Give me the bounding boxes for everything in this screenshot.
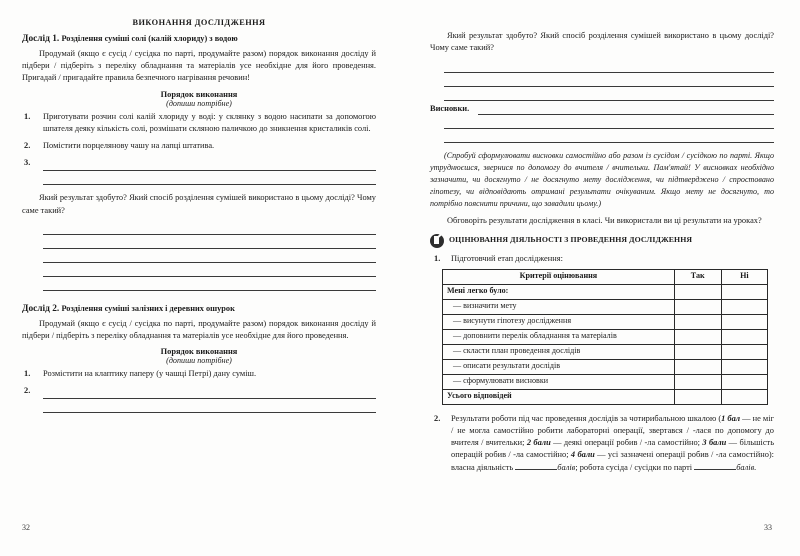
item2-mid-text: ; робота сусіда / сусідки по парті (575, 463, 695, 473)
partner-score-blank[interactable] (694, 461, 736, 470)
writing-line[interactable] (444, 129, 774, 143)
yes-checkbox-cell[interactable] (674, 329, 721, 344)
step-item (22, 368, 376, 380)
table-row (443, 329, 768, 344)
experiment-1-order-subheading: (допиши потрібне) (166, 98, 232, 108)
no-checkbox-cell[interactable] (721, 284, 767, 299)
writing-line[interactable] (43, 235, 376, 249)
experiment-2-label: Дослід 2. (22, 303, 60, 314)
criterion-cell: — висунути гіпотезу дослідження (443, 314, 675, 329)
yes-checkbox-cell[interactable] (674, 374, 721, 389)
step-item (22, 140, 376, 152)
writing-line[interactable] (43, 221, 376, 235)
no-checkbox-cell[interactable] (721, 299, 767, 314)
page-number-right: 33 (764, 523, 772, 532)
own-score-unit: балів (557, 463, 576, 473)
experiment-1-answer-writing-lines[interactable] (43, 221, 376, 291)
scale-4-mark: 4 бали (570, 450, 595, 460)
section-title: ВИКОНАННЯ ДОСЛІДЖЕННЯ (132, 18, 266, 27)
table-row (443, 284, 768, 299)
experiment-2-topic: Розділення суміші залізних і деревних ошурок (61, 303, 235, 313)
scale-2-text: — деякі операції робив / -ла самостійно; (550, 438, 703, 448)
evaluation-item-1 (430, 253, 774, 265)
table-row (443, 314, 768, 329)
criterion-cell: — доповнити перелік обладнання та матеріалів (443, 329, 675, 344)
criterion-cell: Усього відповідей (443, 389, 675, 404)
evaluation-item-2-part1: Результати роботи під час проведення дослідів за чотирибальною шкалою ( (451, 413, 722, 423)
step-number: 2. (24, 386, 31, 396)
table-row (443, 299, 768, 314)
experiment-1-order-heading: Порядок виконання (160, 89, 238, 99)
experiment-1-intro: Продумай (якщо є сусід / сусідка по парті, продумайте разом) порядок виконання досліду й підбери / підберіть з переліку обладнання та матеріалів усе необхідне для його проведення. Пригадай / пригадайте правила безпечного нагрівання речовин! (22, 48, 376, 83)
experiment-2-heading (22, 303, 376, 316)
document-pencil-icon (430, 234, 444, 248)
table-header-row (443, 269, 768, 284)
experiment-1-steps (22, 111, 376, 168)
evaluation-item-2 (430, 413, 774, 475)
no-checkbox-cell[interactable] (721, 374, 767, 389)
yes-checkbox-cell[interactable] (674, 284, 721, 299)
writing-line[interactable] (444, 87, 774, 101)
writing-line[interactable] (43, 399, 376, 413)
writing-line[interactable] (43, 249, 376, 263)
right-page (400, 0, 800, 556)
yes-total-cell[interactable] (674, 389, 721, 404)
step-item (22, 111, 376, 136)
right-answer-writing-lines[interactable] (444, 59, 774, 101)
experiment-2-order-subheading: (допиши потрібне) (166, 356, 232, 366)
evaluation-title: ОЦІНЮВАННЯ ДІЯЛЬНОСТІ З ПРОВЕДЕННЯ ДОСЛІДЖЕННЯ (449, 235, 693, 245)
evaluation-item-number: 1. (434, 253, 441, 263)
column-header-yes: Так (674, 269, 721, 284)
own-score-blank[interactable] (515, 461, 557, 470)
writing-line[interactable] (43, 263, 376, 277)
writing-line[interactable] (43, 171, 376, 185)
experiment-2-intro: Продумай (якщо є сусід / сусідка по парті, продумайте разом) порядок виконання досліду й підбери / підберіть з переліку обладнання та матеріалів усе необхідне для його проведення. (22, 318, 376, 340)
conclusions-row (430, 101, 774, 115)
writing-line[interactable] (444, 73, 774, 87)
no-total-cell[interactable] (721, 389, 767, 404)
table-row (443, 389, 768, 404)
step-number: 1. (24, 111, 31, 121)
table-row (443, 359, 768, 374)
experiment-1-label: Дослід 1. (22, 34, 60, 44)
scale-3-mark: 3 бали (702, 438, 727, 448)
discussion-prompt: Обговоріть результати дослідження в класі. Чи використали ви ці результати на уроках? (447, 216, 762, 226)
no-checkbox-cell[interactable] (721, 314, 767, 329)
criteria-table (442, 269, 768, 405)
evaluation-item-text: Підготовчий етап дослідження: (451, 253, 563, 263)
evaluation-item-number: 2. (434, 413, 441, 423)
no-checkbox-cell[interactable] (721, 329, 767, 344)
writing-line[interactable] (43, 157, 376, 171)
step-text: Приготувати розчин солі калій хлориду у воді: у склянку з водою насипати за допомогою шпателя деяку кількість солі, розмішати скляною паличкою до зникнення кристаликів солі. (43, 111, 376, 133)
partner-score-unit: балів. (736, 463, 757, 473)
writing-line[interactable] (444, 115, 774, 129)
scale-3-text: — більшість операцій робив / -ла самостійно; (451, 438, 775, 460)
yes-checkbox-cell[interactable] (674, 314, 721, 329)
experiment-2-steps (22, 368, 376, 396)
scale-4-text: — усі зазначені операції робив / -ла самостійно): власна діяльність (451, 450, 774, 473)
experiment-2-order-heading: Порядок виконання (160, 347, 238, 357)
writing-line[interactable] (478, 114, 774, 115)
yes-checkbox-cell[interactable] (674, 344, 721, 359)
writing-line[interactable] (43, 385, 376, 399)
writing-line[interactable] (444, 59, 774, 73)
table-row (443, 344, 768, 359)
experiment-1-topic: Розділення суміші солі (калій хлориду) з водою (61, 34, 238, 43)
conclusions-hint-note: (Спробуй сформулювати висновки самостійно або разом із сусідом / сусідкою по парті. Якщо утруднюєшся, звернися по допомогу до вчителя / вчительки. Пам'ятай! У висновках необхідно зазначити, чи досягнуто / не досягнуто мету дослідження, чи підтверджено / спростовано гіпотезу, чи відповідають отримані результати очікуваним. Якщо мету не досягнуто, то потрібно пояснити причини, що завадили цьому.) (430, 150, 774, 209)
criterion-cell: — сформулювати висновки (443, 374, 675, 389)
yes-checkbox-cell[interactable] (674, 359, 721, 374)
column-header-criteria: Критерії оцінювання (443, 269, 675, 284)
criterion-cell: — скласти план проведення дослідів (443, 344, 675, 359)
no-checkbox-cell[interactable] (721, 359, 767, 374)
experiment-1-question: Який результат здобуто? Який спосіб розділення сумішей використано в цьому досліді? Чому саме такий? (22, 193, 376, 215)
evaluation-heading (430, 234, 774, 248)
right-question: Який результат здобуто? Який спосіб розділення сумішей використано в цьому досліді? Чому саме такий? (430, 31, 774, 53)
experiment-1-step3-writing-lines[interactable] (43, 157, 376, 185)
scale-2-mark: 2 бали (526, 438, 551, 448)
page-number-left: 32 (22, 523, 30, 532)
yes-checkbox-cell[interactable] (674, 299, 721, 314)
step-text: Помістити порцелянову чашу на лапці штатива. (43, 141, 215, 151)
scale-1-mark: 1 бал (721, 413, 741, 423)
step-text: Розмістити на клаптику паперу (у чашці Петрі) дану суміш. (43, 369, 257, 379)
step-number: 1. (24, 369, 31, 379)
column-header-no: Ні (721, 269, 767, 284)
conclusions-writing-lines[interactable] (444, 115, 774, 143)
no-checkbox-cell[interactable] (721, 344, 767, 359)
experiment-2-step2-writing-lines[interactable] (43, 385, 376, 413)
criterion-cell: — визначити мету (443, 299, 675, 314)
experiment-1-heading (22, 33, 376, 46)
table-row (443, 374, 768, 389)
conclusions-label: Висновки. (430, 103, 470, 113)
step-number: 2. (24, 141, 31, 151)
step-number: 3. (24, 158, 31, 168)
evaluation-items (430, 253, 774, 265)
criterion-cell: — описати результати дослідів (443, 359, 675, 374)
scale-1-text: — не міг / не могла самостійно робити лабораторні операції, звертався / -лася по допомогу до вчителя / вчительки; (451, 413, 774, 448)
evaluation-item-2-wrap (430, 413, 774, 475)
writing-line[interactable] (43, 277, 376, 291)
criterion-cell: Мені легко було: (443, 284, 675, 299)
